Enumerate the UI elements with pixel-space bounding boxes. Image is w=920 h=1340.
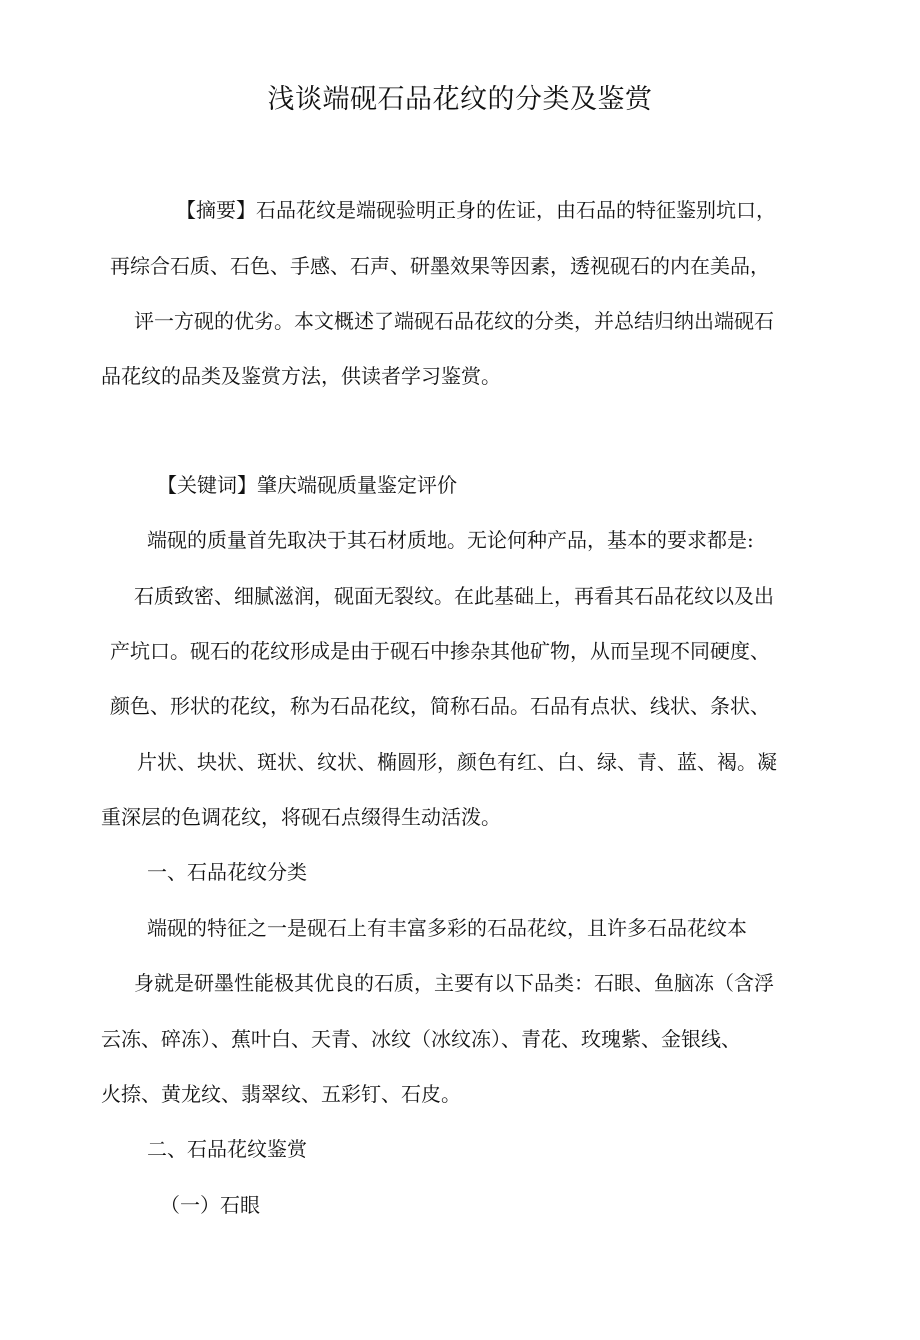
keywords-line: 【关键词】肇庆端砚质量鉴定评价 — [157, 473, 457, 497]
section-heading-classification: 一、石品花纹分类 — [147, 860, 307, 884]
section1-line-4: 火捺、黄龙纹、翡翠纹、五彩钉、石皮。 — [101, 1082, 461, 1106]
abstract-line-2: 再综合石质、石色、手感、石声、研墨效果等因素，透视砚石的内在美品， — [110, 254, 770, 278]
section1-line-3: 云冻、碎冻）、蕉叶白、天青、冰纹（冰纹冻）、青花、玫瑰紫、金银线、 — [101, 1027, 741, 1051]
abstract-line-1: 【摘要】石品花纹是端砚验明正身的佐证，由石品的特征鉴别坑口， — [176, 198, 776, 222]
intro-line-6: 重深层的色调花纹，将砚石点缀得生动活泼。 — [101, 805, 501, 829]
intro-line-5: 片状、块状、斑状、纹状、椭圆形，颜色有红、白、绿、青、蓝、褐。凝 — [137, 750, 777, 774]
intro-line-1: 端砚的质量首先取决于其石材质地。无论何种产品，基本的要求都是: — [147, 528, 754, 552]
subsection-heading-shiyan: （一）石眼 — [160, 1193, 260, 1217]
section1-line-2: 身就是研墨性能极其优良的石质，主要有以下品类：石眼、鱼脑冻（含浮 — [134, 971, 774, 995]
abstract-line-3: 评一方砚的优劣。本文概述了端砚石品花纹的分类，并总结归纳出端砚石 — [134, 309, 774, 333]
abstract-line-4: 品花纹的品类及鉴赏方法，供读者学习鉴赏。 — [101, 364, 501, 388]
intro-line-2: 石质致密、细腻滋润，砚面无裂纹。在此基础上，再看其石品花纹以及出 — [134, 584, 774, 608]
document-title: 浅谈端砚石品花纹的分类及鉴赏 — [267, 84, 653, 115]
section1-line-1: 端砚的特征之一是砚石上有丰富多彩的石品花纹，且许多石品花纹本 — [147, 916, 747, 940]
intro-line-3: 产坑口。砚石的花纹形成是由于砚石中掺杂其他矿物，从而呈现不同硬度、 — [110, 639, 770, 663]
section-heading-appreciation: 二、石品花纹鉴赏 — [147, 1137, 307, 1161]
intro-line-4: 颜色、形状的花纹，称为石品花纹，简称石品。石品有点状、线状、条状、 — [110, 694, 770, 718]
